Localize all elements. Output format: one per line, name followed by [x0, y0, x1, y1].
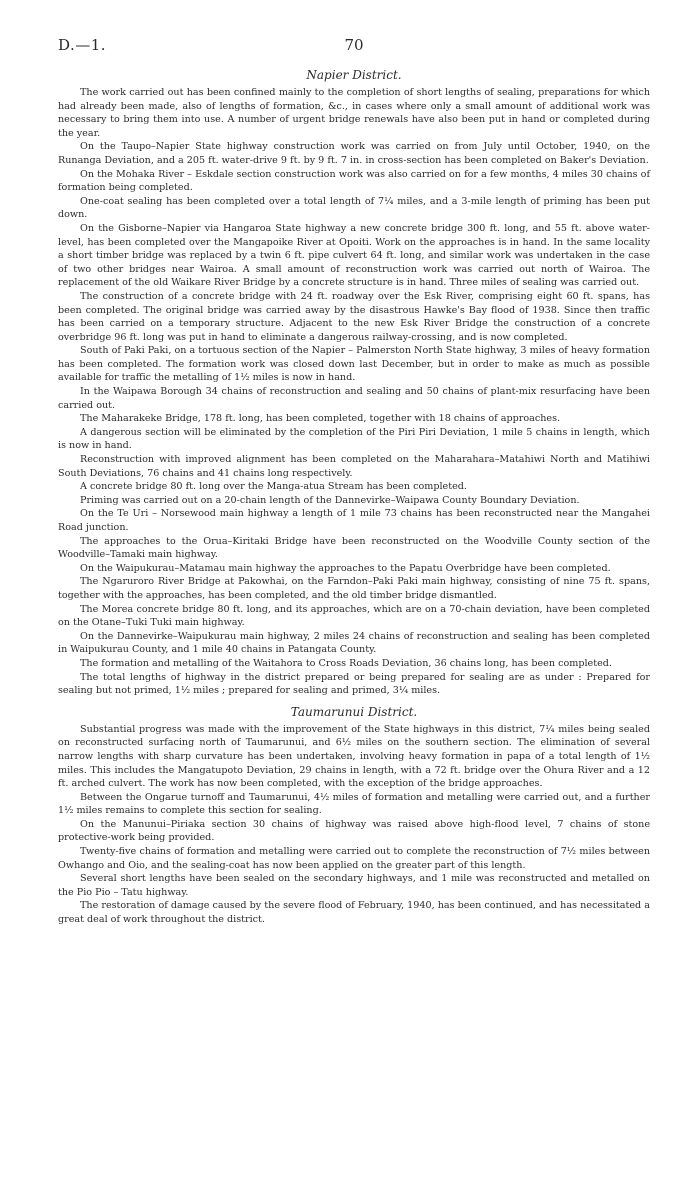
- paragraph: The total lengths of highway in the district prepared or being prepared for sealing are as under : Prepared for sealing but not primed, 1½ miles ; prepared for sealing and primed, 3¼ miles.: [58, 671, 650, 697]
- paragraph: The Maharakeke Bridge, 178 ft. long, has been completed, together with 18 chains of approaches.: [80, 413, 561, 425]
- paragraph: Several short lengths have been sealed on the secondary highways, and 1 mile was reconstructed and metalled on the Pio Pio – Tatu highway.: [58, 873, 650, 898]
- paragraph: On the Taupo–Napier State highway construction work was carried on from July until October, 1940, on the Runanga Deviation, and a 205 ft. water-drive 9 ft. by 9 ft. 7 in. in cross-section has been completed on Baker's Deviation.: [58, 141, 650, 166]
- paragraph: Twenty-five chains of formation and metalling were carried out to complete the reconstruction of 7½ miles between Owhango and Oio, and the sealing-coat has now been applied on the greater part of this length.: [58, 846, 650, 871]
- paragraph: The work carried out has been confined mainly to the completion of short lengths of sealing, preparations for which had already been made, also of lengths of formation, &c., in cases where only a small amount of additional work was necessary to bring them into use. A number of urgent bridge renewals have also been put in hand or completed during the year.: [58, 87, 650, 139]
- page-header: [58, 36, 650, 58]
- paragraph: The approaches to the Orua–Kiritaki Bridge have been reconstructed on the Woodville County section of the Woodville–Tamaki main highway.: [58, 535, 650, 561]
- paragraph: South of Paki Paki, on a tortuous section of the Napier – Palmerston North State highway, 3 miles of heavy formation has been completed. The formation work was closed down last December, but in order to make as much as possible available for traffic the metalling of 1½ miles is now in hand.: [58, 345, 650, 384]
- paragraph: Reconstruction with improved alignment has been completed on the Maharahara–Matahiwi North and Matihiwi South Deviations, 76 chains and 41 chains long respectively.: [58, 454, 650, 479]
- paragraph: Priming was carried out on a 20-chain length of the Dannevirke–Waipawa County Boundary Deviation.: [80, 494, 580, 506]
- document-page: [58, 36, 650, 927]
- section-napier-district: [58, 68, 650, 698]
- page-number: 70: [344, 36, 364, 54]
- paragraph: One-coat sealing has been completed over a total length of 7¼ miles, and a 3-mile length of priming has been put down.: [58, 195, 650, 221]
- paragraph: On the Gisborne–Napier via Hangaroa State highway a new concrete bridge 300 ft. long, and 55 ft. above water-level, has been completed over the Mangapoike River at Opoiti. Work on the approaches is in hand. In the same locality a short timber bridge was replaced by a twin 6 ft. pipe culvert 64 ft. long, and similar work was undertaken in the case of two other bridges near Wairoa. A small amount of reconstruction work was carried out north of Wairoa. The replacement of the old Waikare River Bridge by a concrete structure is in hand. Three miles of sealing was carried out.: [58, 222, 650, 289]
- paragraph: Substantial progress was made with the improvement of the State highways in this district, 7¼ miles being sealed on reconstructed surfacing north of Taumarunui, and 6½ miles on the southern section. The elimination of several narrow lengths with sharp curvature has been undertaken, involving heavy formation in papa of a total length of 1½ miles. This includes the Mangatupoto Deviation, 29 chains in length, with a 72 ft. bridge over the Ohura River and a 12 ft. arched culvert. The work has now been completed, with the exception of the bridge approaches.: [58, 723, 650, 790]
- paragraph: On the Mohaka River – Eskdale section construction work was also carried on for a few months, 4 miles 30 chains of formation being completed.: [58, 168, 650, 194]
- paragraph: Between the Ongarue turnoff and Taumarunui, 4½ miles of formation and metalling were carried out, and a further 1½ miles remains to complete this section for sealing.: [58, 791, 650, 817]
- document-reference: D.—1.: [58, 36, 107, 54]
- paragraph: The Morea concrete bridge 80 ft. long, and its approaches, which are on a 70-chain deviation, have been completed on the Otane–Tuki Tuki main highway.: [58, 603, 650, 629]
- paragraph: A dangerous section will be eliminated by the completion of the Piri Piri Deviation, 1 mile 5 chains in length, which is now in hand.: [58, 426, 650, 452]
- section-heading: Napier District.: [306, 68, 402, 82]
- paragraph: The Ngaruroro River Bridge at Pakowhai, on the Farndon–Paki Paki main highway, consisting of nine 75 ft. spans, together with the approaches, has been completed, and the old timber bridge dismantled.: [58, 576, 650, 601]
- paragraph: On the Waipukurau–Matamau main highway the approaches to the Papatu Overbridge have been completed.: [80, 562, 611, 574]
- paragraph: A concrete bridge 80 ft. long over the Manga-atua Stream has been completed.: [80, 481, 467, 493]
- paragraph: On the Manunui–Piriaka section 30 chains of highway was raised above high-flood level, 7 chains of stone protective-work being provided.: [58, 818, 650, 844]
- paragraph: In the Waipawa Borough 34 chains of reconstruction and sealing and 50 chains of plant-mix resurfacing have been carried out.: [58, 386, 650, 411]
- paragraph: The restoration of damage caused by the severe flood of February, 1940, has been continued, and has necessitated a great deal of work throughout the district.: [58, 900, 650, 926]
- paragraph: The construction of a concrete bridge with 24 ft. roadway over the Esk River, comprising eight 60 ft. spans, has been completed. The original bridge was carried away by the disastrous Hawke's Bay flood of 1938. Since then traffic has been carried on a temporary structure. Adjacent to the new Esk River Bridge the construction of a concrete overbridge 96 ft. long was put in hand to eliminate a dangerous railway-crossing, and is now completed.: [58, 290, 650, 343]
- paragraph: The formation and metalling of the Waitahora to Cross Roads Deviation, 36 chains long, has been completed.: [80, 657, 612, 669]
- section-taumarunui-district: [58, 705, 650, 927]
- paragraph: On the Te Uri – Norsewood main highway a length of 1 mile 73 chains has been reconstructed near the Mangahei Road junction.: [58, 508, 650, 533]
- section-heading: Taumarunui District.: [290, 704, 418, 719]
- paragraph: On the Dannevirke–Waipukurau main highway, 2 miles 24 chains of reconstruction and sealing has been completed in Waipukurau County, and 1 mile 40 chains in Patangata County.: [58, 630, 650, 656]
